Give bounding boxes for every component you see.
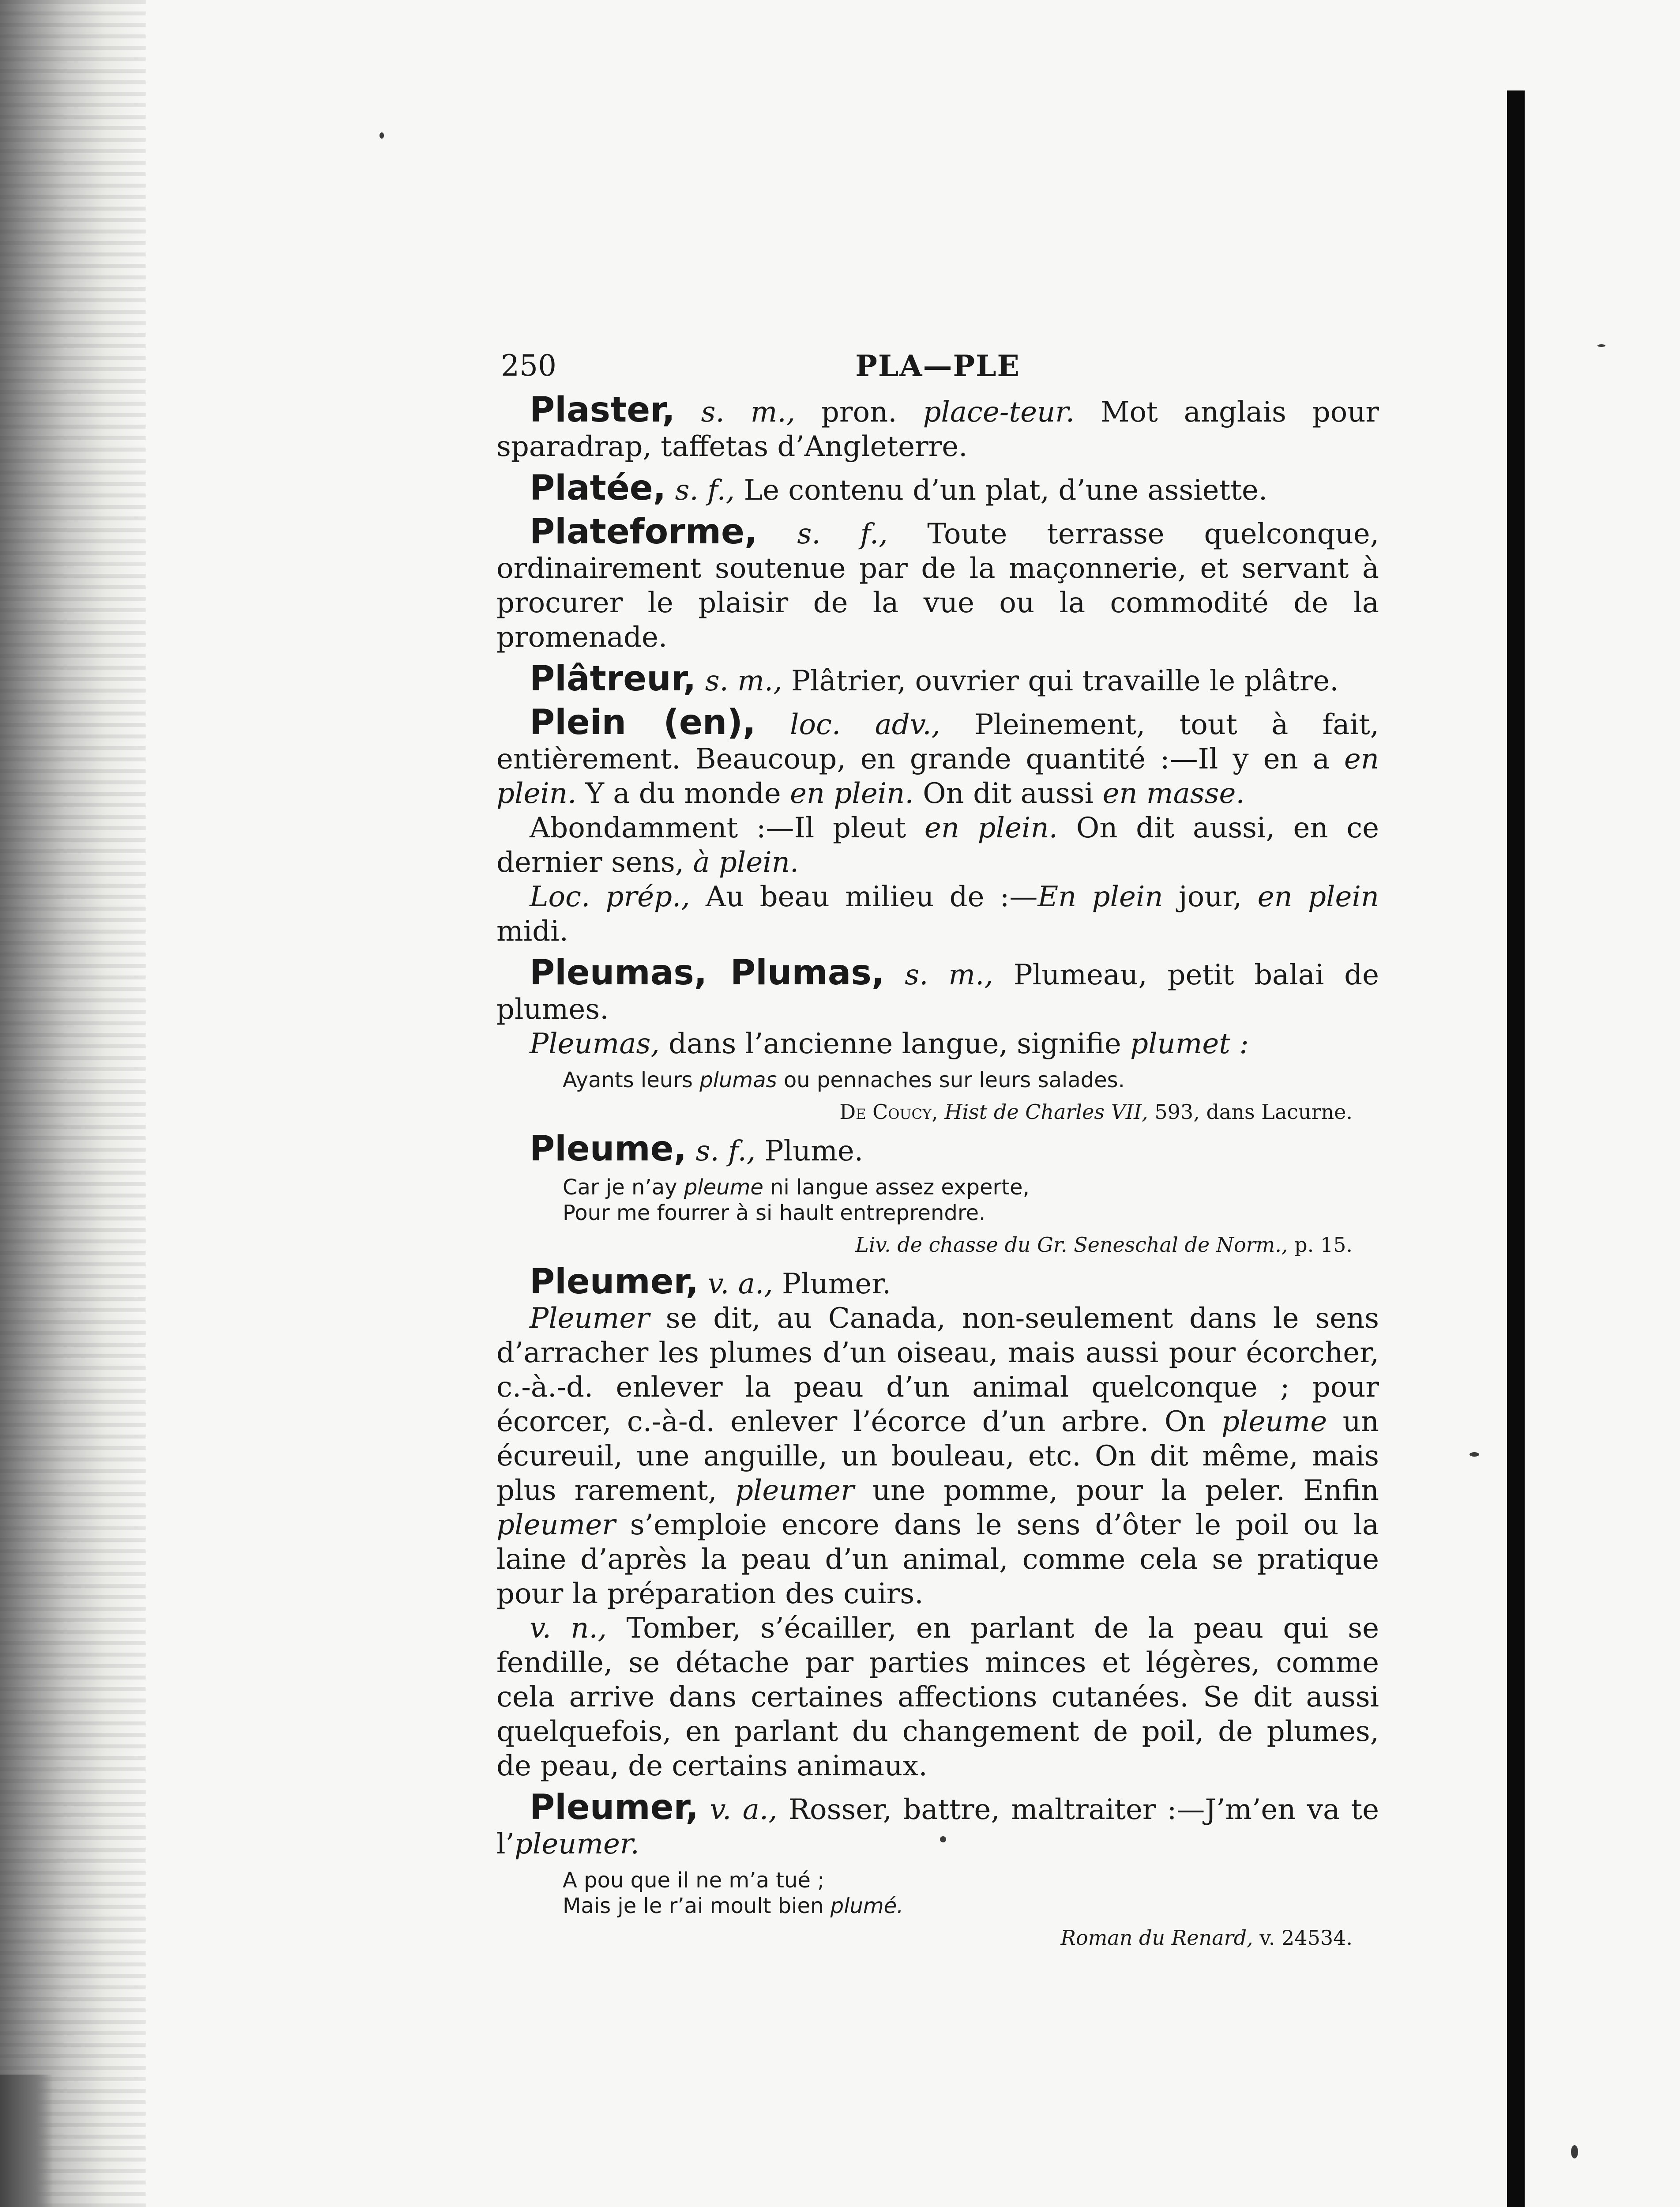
part-of-speech: v. a., [710, 1793, 778, 1826]
quote-text: pleume [684, 1175, 763, 1200]
headword: Plateforme, [530, 512, 758, 552]
headword: Pleumas, Plumas, [530, 953, 885, 993]
example-text: pleumer. [514, 1828, 639, 1861]
example-text: Pleumer [530, 1302, 650, 1335]
entry-paragraph [496, 811, 1379, 880]
definition-text: Y a du monde [576, 777, 790, 810]
running-header [496, 344, 1379, 393]
entry-platee [496, 468, 1379, 508]
definition-text: Le contenu d’un plat, d’une assiette. [735, 474, 1268, 507]
example-text: en plein. [496, 743, 1379, 810]
part-of-speech: v. n., [530, 1612, 607, 1645]
quote-text: plumas [699, 1068, 777, 1092]
definition-text: Plume. [755, 1135, 864, 1168]
headword: Platée, [530, 468, 666, 508]
part-of-speech: s. f., [797, 518, 888, 550]
dictionary-page [496, 344, 1379, 1958]
definition-text: jour, [1163, 881, 1258, 913]
definition-text: Rosser, battre, maltraiter :—J’m’en va te l’ [496, 1793, 1379, 1861]
entry-paragraph [496, 512, 1379, 655]
quote-text: Car je n’ay [563, 1175, 684, 1200]
page-edge-bar [1507, 90, 1525, 2207]
example-text: En plein [1037, 881, 1163, 913]
part-of-speech: Loc. prép., [530, 881, 690, 913]
entry-paragraph [496, 1301, 1379, 1611]
definition-text: une pomme, pour la peler. Enfin [854, 1474, 1379, 1507]
definition-text: Pleinement, tout à fait, entièrement. Beaucoup, en grande quantité :—Il y en a [496, 708, 1379, 776]
citation-quote [563, 1868, 1379, 1919]
book-binding-shadow [0, 0, 146, 2207]
example-text: à plein. [693, 846, 799, 879]
quote-text: ou pennaches sur leurs salades. [777, 1068, 1125, 1092]
definition-text: Toute terrasse quelconque, ordinairement soutenue par de la maçonnerie, et servant à procurer le plaisir de la vue ou la commodité de la promenade. [496, 518, 1379, 654]
quote-text: plumé. [830, 1894, 904, 1918]
quote-text: Mais je le r’ai moult bien [563, 1894, 831, 1918]
quote-text: ni langue assez experte, [763, 1175, 1030, 1200]
source-author: De Coucy, [839, 1100, 938, 1124]
entry-paragraph [496, 390, 1379, 464]
example-text: pleume [1221, 1405, 1327, 1438]
definition-text: Abondamment :—Il pleut [530, 812, 925, 844]
example-text: plumet : [1130, 1028, 1249, 1060]
part-of-speech: loc. adv., [790, 708, 940, 741]
headword: Plaster, [530, 390, 675, 430]
source-ref: v. 24534. [1253, 1926, 1353, 1950]
example-text: en plein. [924, 812, 1058, 844]
headword: Pleumer, [530, 1262, 699, 1302]
citation-quote [563, 1067, 1379, 1093]
entry-paragraph [496, 1262, 1379, 1302]
scan-speck [1470, 1452, 1479, 1457]
quote-line [563, 1893, 1379, 1919]
entry-pleumas [496, 953, 1379, 1125]
definition-text: pron. [795, 396, 923, 429]
entry-paragraph [496, 705, 1379, 811]
part-of-speech: s. f., [675, 474, 735, 507]
definition-text: Plumeau, petit balai de plumes. [496, 959, 1379, 1026]
citation-source [496, 1099, 1379, 1125]
entry-paragraph [496, 1027, 1379, 1061]
entry-plateforme [496, 512, 1379, 655]
entry-plein [496, 705, 1379, 949]
example-text: en plein. [789, 777, 914, 810]
entry-platreur [496, 659, 1379, 699]
scan-speck [380, 132, 384, 139]
definition-text: On dit aussi, en ce dernier sens, [496, 812, 1379, 879]
definition-text: dans l’ancienne langue, signifie [659, 1028, 1131, 1060]
entry-paragraph [496, 468, 1379, 508]
entry-paragraph [496, 880, 1379, 949]
source-title: Roman du Renard, [1060, 1926, 1253, 1950]
pronunciation: place-teur. [923, 396, 1075, 429]
headword: Pleumer, [530, 1788, 699, 1827]
quote-line: Pour me fourrer à si hault entreprendre. [563, 1201, 986, 1225]
definition-text: Plumer. [773, 1268, 891, 1300]
entry-pleumer-2 [496, 1790, 1379, 1951]
source-title: Liv. de chasse du Gr. Seneschal de Norm., [855, 1233, 1288, 1257]
source-ref: p. 15. [1288, 1233, 1353, 1257]
part-of-speech: s. f., [695, 1135, 756, 1168]
definition-text: midi. [496, 915, 568, 948]
part-of-speech: s. m., [705, 665, 782, 697]
part-of-speech: s. m., [701, 396, 796, 429]
part-of-speech: v. a., [707, 1268, 773, 1300]
entry-plaster [496, 390, 1379, 464]
headword: Pleume, [530, 1129, 687, 1169]
entry-pleume [496, 1129, 1379, 1258]
entry-paragraph [496, 1790, 1379, 1861]
example-text: en masse. [1102, 777, 1245, 810]
quote-line: A pou que il ne m’a tué ; [563, 1868, 825, 1893]
definition-text: Mot anglais pour sparadrap, taffetas d’Angleterre. [496, 396, 1379, 463]
scan-speck [1571, 2145, 1578, 2158]
scan-speck [1597, 344, 1605, 347]
definition-text: On dit aussi [913, 777, 1103, 810]
definition-text: un écureuil, une anguille, un bouleau, etc. On dit même, mais plus rarement, [496, 1405, 1379, 1507]
page-number: 250 [501, 349, 556, 383]
definition-text: se dit, au Canada, non-seulement dans le sens d’arracher les plumes d’un oiseau, mais aussi pour écorcher, c.-à.-d. enlever la peau d’un animal quelconque ; pour écorcer, c.-à-d. enlever l’écorce d’un arbre. On [496, 1302, 1379, 1438]
entry-paragraph [496, 659, 1379, 699]
citation-quote [563, 1175, 1379, 1226]
definition-text: s’emploie encore dans le sens d’ôter le poil ou la laine d’après la peau d’un animal, comme cela se pratique pour la préparation des cuirs. [496, 1509, 1379, 1610]
source-title: Hist de Charles VII, [938, 1100, 1148, 1124]
headword: Plein (en), [530, 703, 756, 742]
entry-paragraph [496, 953, 1379, 1027]
source-ref: 593, dans Lacurne. [1148, 1100, 1353, 1124]
quote-line [563, 1067, 1379, 1093]
part-of-speech: s. m., [905, 959, 993, 991]
example-text: Pleumas, [530, 1028, 660, 1060]
example-text: pleumer [496, 1509, 616, 1541]
example-text: en plein [1257, 881, 1379, 913]
headword: Plâtreur, [530, 659, 696, 699]
definition-text: Plâtrier, ouvrier qui travaille le plâtre. [782, 665, 1339, 697]
definition-text: Au beau milieu de :— [690, 881, 1038, 913]
binding-dark-corner [0, 2075, 53, 2207]
definition-text: Tomber, s’écailler, en parlant de la peau qui se fendille, se détache par parties minces et légères, comme cela arrive dans certaines affections cutanées. Se dit aussi quelquefois, en parlant du changement de poil, de plumes, de peau, de certains animaux. [496, 1612, 1379, 1782]
quote-line [563, 1175, 1379, 1200]
citation-source [496, 1232, 1379, 1258]
entry-paragraph [496, 1129, 1379, 1169]
citation-source [496, 1925, 1379, 1951]
example-text: pleumer [735, 1474, 854, 1507]
running-title: PLA—PLE [855, 349, 1020, 383]
entry-paragraph [496, 1611, 1379, 1783]
entry-pleumer-1 [496, 1262, 1379, 1783]
quote-text: Ayants leurs [563, 1068, 700, 1092]
